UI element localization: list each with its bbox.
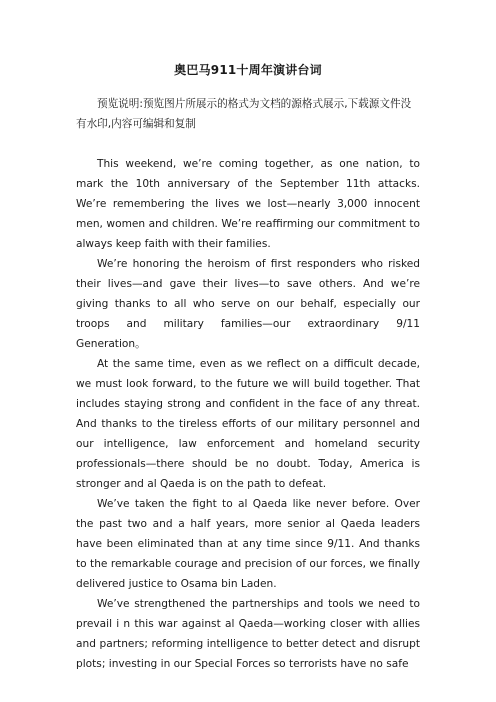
body-paragraph-1: This weekend, we’re coming together, as one nation, to mark the 10th anniversary of the September 11th attacks. We’re remembering the lives we lost—nearly 3,000 innocent men, women and children. We’re reaffirming our commitment to always keep faith with their families. [76,158,420,250]
document-title: 奥巴马911十周年演讲台词 [174,63,322,77]
body-paragraph-4: We’ve taken the fight to al Qaeda like never before. Over the past two and a half years, more senior al Qaeda leaders have been eliminated than at any time since 9/11. And thanks to the remarkable courage and precision of our forces, we finally delivered justice to Osama bin Laden. [76,498,420,590]
body-paragraph-5: We’ve strengthened the partnerships and tools we need to prevail i n this war against al Qaeda—working closer with allies and partners; reforming intelligence to better detect and disrupt plots; investing in our Special Forces so terrorists have no safe [76,598,420,670]
body-paragraph-2: We’re honoring the heroism of first responders who risked their lives—and gave their lives—to save others. And we’re giving thanks to all who serve on our behalf, especially our troops and military families—our extraordinary 9/11 Generation。 [76,258,420,350]
preview-notice: 预览说明:预览图片所展示的格式为文档的源格式展示,下载源文件没有水印,内容可编辑和复制 [76,98,412,130]
body-paragraph-3: At the same time, even as we reflect on a difficult decade, we must look forward, to the future we will build together. That includes staying strong and confident in the face of any threat. And thanks to the tireless efforts of our military personnel and our intelligence, law enforcement and homeland security professionals—there should be no doubt. Today, America is stronger and al Qaeda is on the path to defeat. [76,358,420,490]
